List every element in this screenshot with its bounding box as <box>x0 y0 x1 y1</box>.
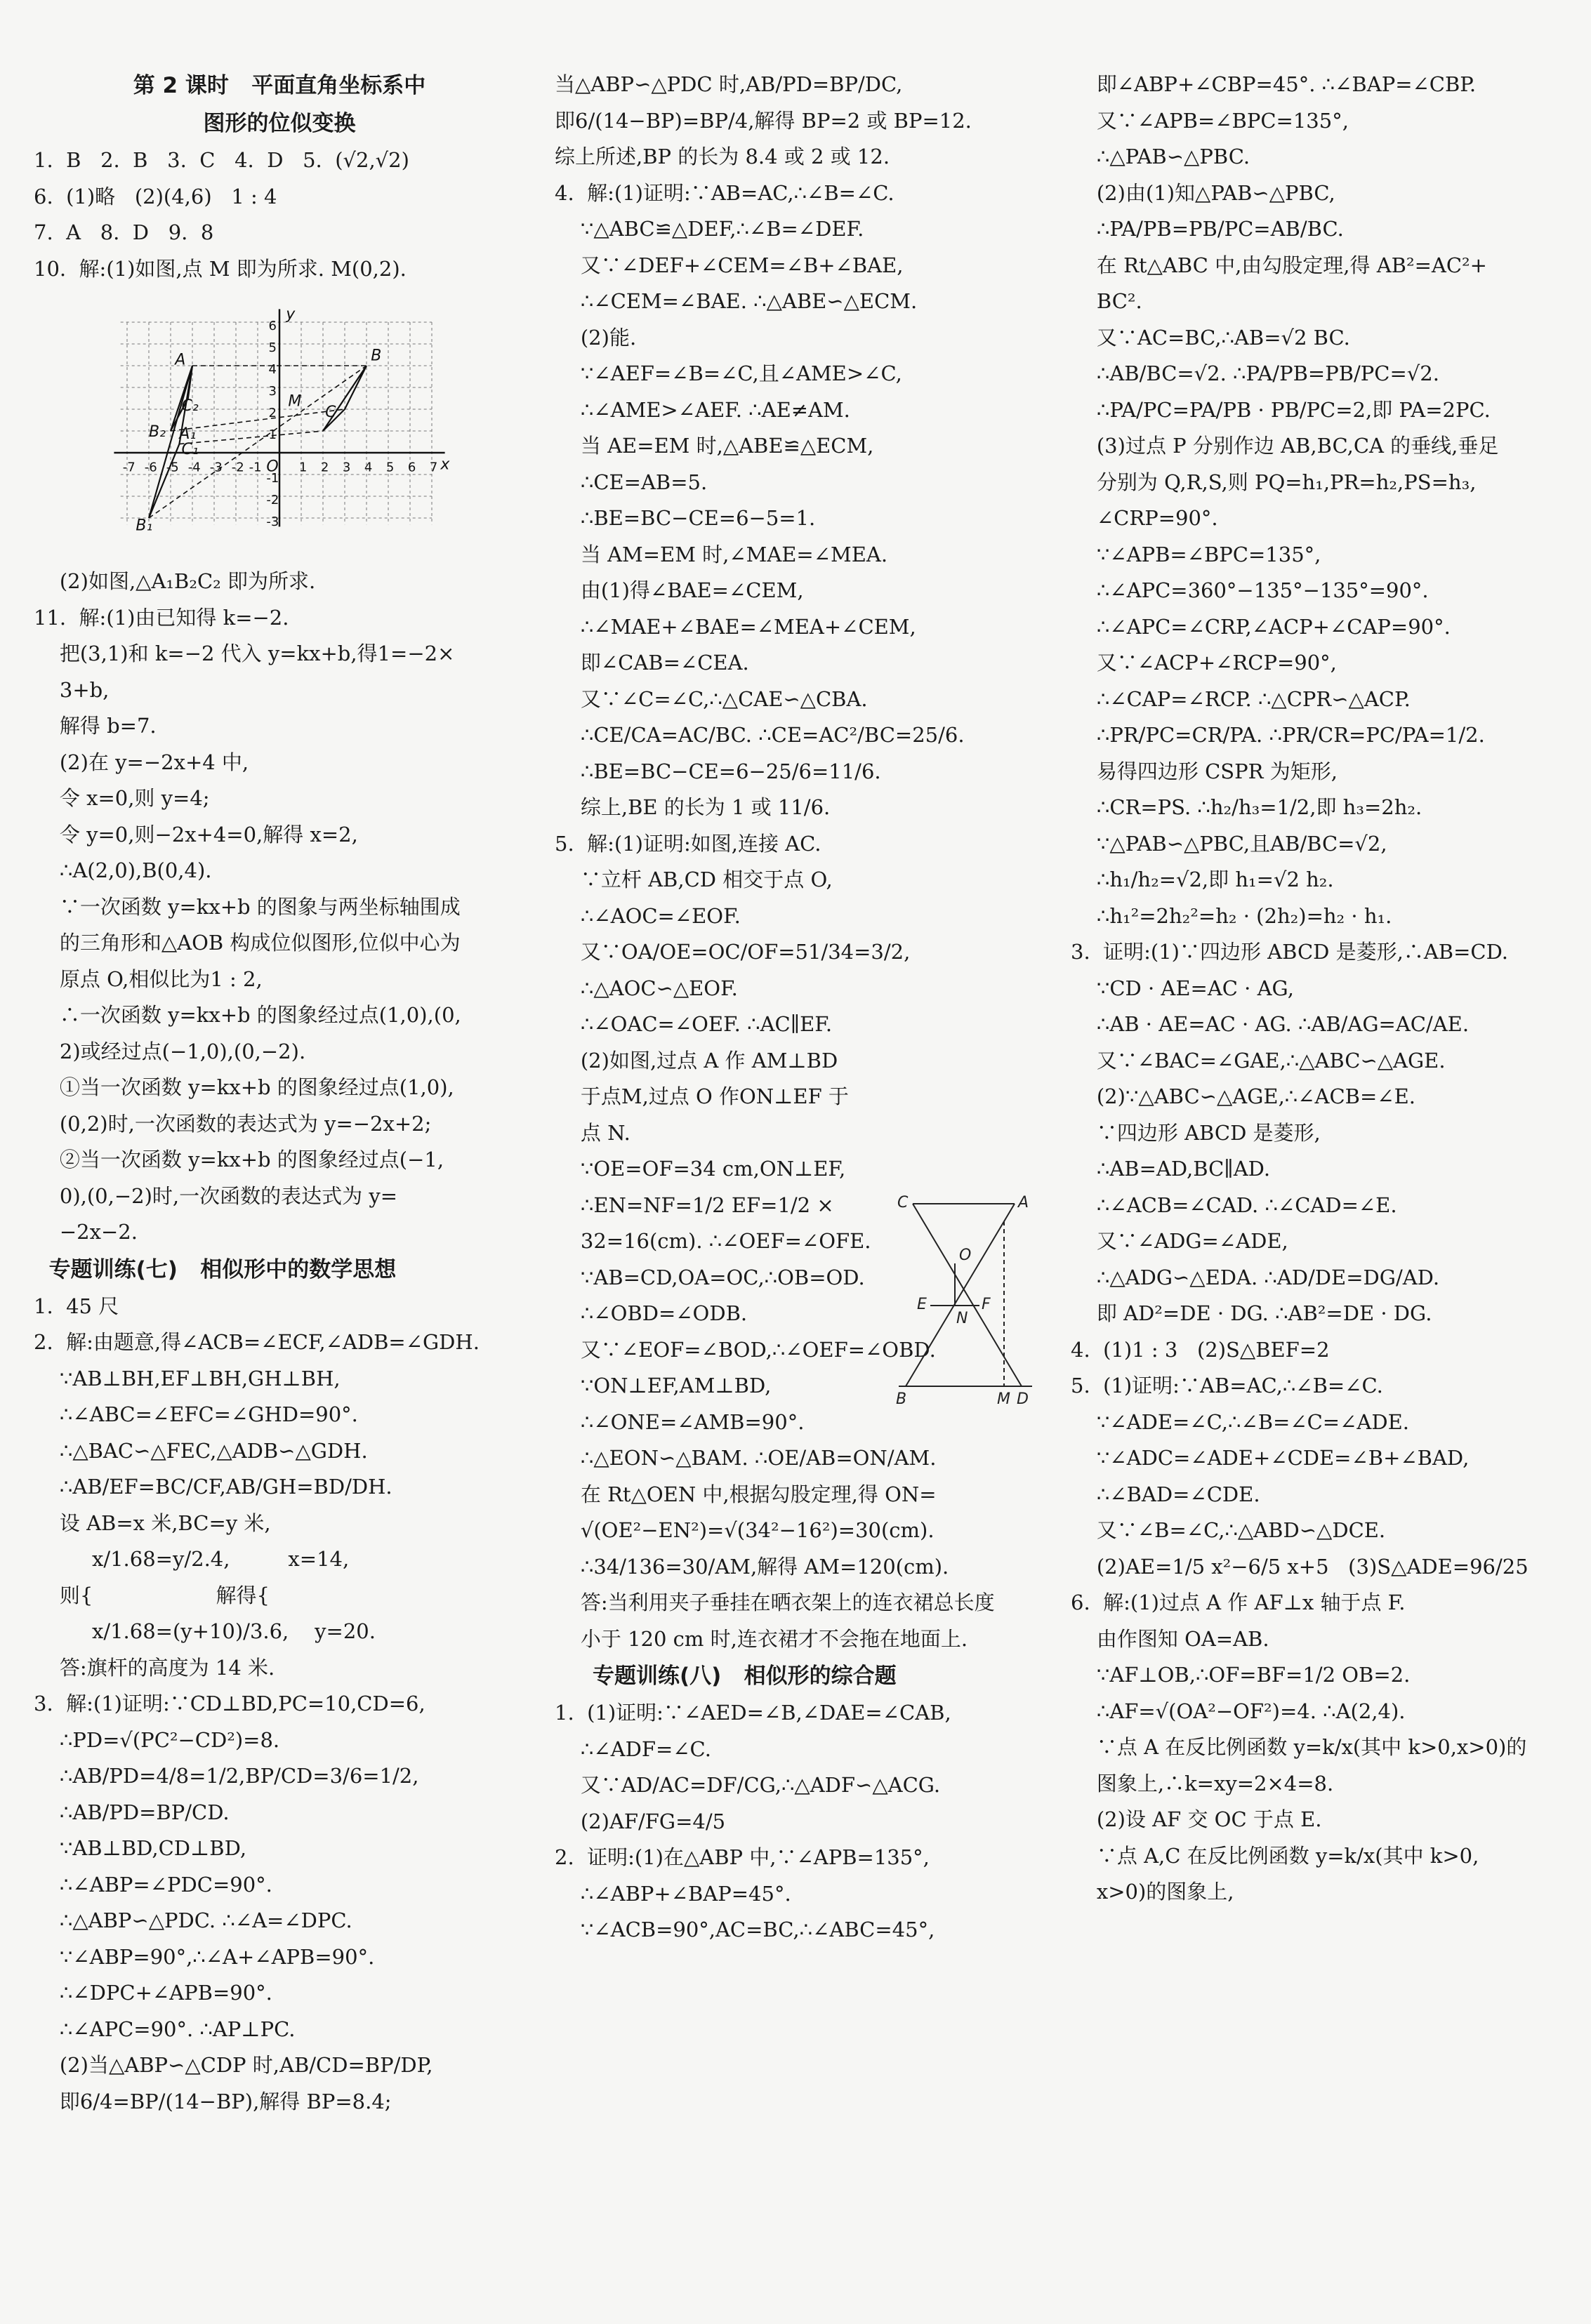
answer-line: ∵点 A,C 在反比例函数 y=k/x(其中 k>0, <box>1071 1843 1479 1868</box>
section-heading: 第 2 课时 平面直角坐标系中 <box>133 73 426 98</box>
answer-line: 的三角形和△AOB 构成位似图形,位似中心为 <box>34 931 461 955</box>
grid-label: 5 <box>385 460 395 475</box>
answer-line: 1. 45 尺 <box>34 1294 119 1318</box>
figure-point-label: N <box>956 1310 968 1327</box>
answer-line: ∴AB/BC=√2. ∴PA/PB=PB/PC=√2. <box>1071 361 1439 385</box>
answer-line: 又∵∠B=∠C,∴△ABD∽△DCE. <box>1071 1518 1386 1542</box>
answer-line: x>0)的图象上, <box>1071 1880 1234 1904</box>
answer-line: 点 N. <box>555 1120 631 1145</box>
answer-line: 即 AD²=DE · DG. ∴AB²=DE · DG. <box>1071 1301 1432 1325</box>
answer-line: ∴∠ADF=∠C. <box>555 1737 711 1761</box>
answer-line: 综上,BE 的长为 1 或 11/6. <box>555 795 831 819</box>
answer-line: 又∵∠ADG=∠ADE, <box>1071 1229 1288 1253</box>
answer-line: (0,2)时,一次函数的表达式为 y=−2x+2; <box>34 1111 432 1136</box>
grid-label: 5 <box>268 340 277 356</box>
answer-line: ∵AB⊥BH,EF⊥BH,GH⊥BH, <box>34 1366 341 1390</box>
grid-label: 4 <box>364 460 373 475</box>
answer-line: 即6/(14−BP)=BP/4,解得 BP=2 或 BP=12. <box>555 108 972 133</box>
answer-line: 又∵∠BAC=∠GAE,∴△ABC∽△AGE. <box>1071 1048 1446 1073</box>
answer-line: 当 AE=EM 时,△ABE≌△ECM, <box>555 434 874 458</box>
answer-line: ∴AB/EF=BC/CF,AB/GH=BD/DH. <box>34 1475 392 1499</box>
answer-line: ∵AB=CD,OA=OC,∴OB=OD. <box>555 1265 865 1289</box>
answer-line: ∴BE=BC−CE=6−5=1. <box>555 506 816 530</box>
answer-line: ∴∠OAC=∠OEF. ∴AC∥EF. <box>555 1012 833 1036</box>
answer-line: BC². <box>1071 289 1142 313</box>
answer-column-2 <box>555 67 1060 1948</box>
answer-line: ∴△ADG∽△EDA. ∴AD/DE=DG/AD. <box>1071 1265 1440 1289</box>
answer-line: x/1.68=y/2.4, x=14, <box>34 1547 350 1571</box>
answer-line: ∵CD · AE=AC · AG, <box>1071 976 1294 1000</box>
answer-line: ∴∠MAE+∠BAE=∠MEA+∠CEM, <box>555 614 916 639</box>
answer-line: 10. 解:(1)如图,点 M 即为所求. M(0,2). <box>34 256 407 281</box>
answer-line: ∵△PAB∽△PBC,且AB/BC=√2, <box>1071 831 1387 856</box>
figure-point-label: O <box>959 1247 972 1264</box>
grid-label: -3 <box>266 514 279 530</box>
answer-line: ∴∠CEM=∠BAE. ∴△ABE∽△ECM. <box>555 289 918 313</box>
grid-label: -2 <box>266 493 279 508</box>
answer-line: ∴∠APC=360°−135°−135°=90°. <box>1071 578 1429 602</box>
answer-line: 由(1)得∠BAE=∠CEM, <box>555 578 804 602</box>
section-heading: 专题训练(八) 相似形的综合题 <box>555 1664 897 1689</box>
answer-line: ∴34/136=30/AM,解得 AM=120(cm). <box>555 1554 949 1579</box>
answer-line: ∴PA/PB=PB/PC=AB/BC. <box>1071 217 1344 241</box>
answer-line: 4. 解:(1)证明:∵AB=AC,∴∠B=∠C. <box>555 180 894 205</box>
answer-line: 0),(0,−2)时,一次函数的表达式为 y= <box>34 1183 398 1208</box>
answer-line: 小于 120 cm 时,连衣裙才不会拖在地面上. <box>555 1626 968 1651</box>
answer-line: 分别为 Q,R,S,则 PQ=h₁,PR=h₂,PS=h₃, <box>1071 470 1477 494</box>
answer-line: ∴AB/PD=4/8=1/2,BP/CD=3/6=1/2, <box>34 1764 419 1788</box>
answer-line: ∴∠ONE=∠AMB=90°. <box>555 1409 805 1434</box>
answer-line: ∴∠ABP+∠BAP=45°. <box>555 1881 791 1906</box>
answer-line: 又∵AD/AC=DF/CG,∴△ADF∽△ACG. <box>555 1773 941 1797</box>
answer-line: 综上所述,BP 的长为 8.4 或 2 或 12. <box>555 145 890 168</box>
grid-label: -1 <box>266 471 279 486</box>
answer-line: (3)过点 P 分别作边 AB,BC,CA 的垂线,垂足 <box>1071 434 1499 458</box>
answer-line: ∴△EON∽△BAM. ∴OE/AB=ON/AM. <box>555 1446 937 1470</box>
answer-line: (2)AF/FG=4/5 <box>555 1809 726 1833</box>
answer-line: ∴AB=AD,BC∥AD. <box>1071 1157 1271 1181</box>
answer-line: 把(3,1)和 k=−2 代入 y=kx+b,得1=−2× <box>34 642 455 665</box>
grid-label: C₁ <box>181 440 199 458</box>
answer-line: 答:当利用夹子垂挂在晒衣架上的连衣裙总长度 <box>555 1591 995 1614</box>
grid-label: x <box>440 456 450 474</box>
grid-label: 4 <box>268 362 277 378</box>
answer-line: 又∵OA/OE=OC/OF=51/34=3/2, <box>555 940 911 964</box>
answer-line: 7. A 8. D 9. 8 <box>34 220 214 244</box>
answer-line: ∵∠ADE=∠C,∴∠B=∠C=∠ADE. <box>1071 1409 1409 1434</box>
grid-label: O <box>266 458 279 476</box>
grid-label: B₁ <box>136 517 153 535</box>
answer-line: 又∵∠APB=∠BPC=135°, <box>1071 108 1349 133</box>
section-heading: 图形的位似变换 <box>203 111 356 136</box>
answer-line: (2)AE=1/5 x²−6/5 x+5 (3)S△ADE=96/25 <box>1071 1554 1529 1579</box>
grid-label: 2 <box>320 460 329 475</box>
answer-line: ∴一次函数 y=kx+b 的图象经过点(1,0),(0, <box>34 1003 461 1027</box>
grid-label: B <box>371 347 382 365</box>
answer-line: 原点 O,相似比为1 : 2, <box>34 967 263 991</box>
grid-label: B₂ <box>149 423 166 441</box>
answer-line: (2)∵△ABC∽△AGE,∴∠ACB=∠E. <box>1071 1084 1415 1108</box>
answer-line: 于点M,过点 O 作ON⊥EF 于 <box>555 1084 849 1108</box>
answer-line: 图象上,∴k=xy=2×4=8. <box>1071 1771 1334 1795</box>
answer-line: ∵AF⊥OB,∴OF=BF=1/2 OB=2. <box>1071 1663 1411 1687</box>
answer-line: ∴∠APC=90°. ∴AP⊥PC. <box>34 2017 296 2041</box>
answer-line: 3. 证明:(1)∵四边形 ABCD 是菱形,∴AB=CD. <box>1071 940 1509 964</box>
answer-line: 当△ABP∽△PDC 时,AB/PD=BP/DC, <box>555 72 903 96</box>
answer-line: ∴∠AOC=∠EOF. <box>555 903 741 928</box>
grid-label: M <box>288 392 302 411</box>
answer-line: 又∵∠ACP+∠RCP=90°, <box>1071 651 1337 675</box>
grid-label: y <box>286 305 296 324</box>
grid-label: C <box>325 404 336 422</box>
answer-line: √(OE²−EN²)=√(34²−16²)=30(cm). <box>555 1518 935 1542</box>
answer-line: 5. 解:(1)证明:如图,连接 AC. <box>555 831 821 856</box>
answer-line: ∵∠AEF=∠B=∠C,且∠AME>∠C, <box>555 361 902 385</box>
answer-line: ∵一次函数 y=kx+b 的图象与两坐标轴围成 <box>34 894 461 919</box>
figure-point-label: E <box>917 1296 927 1313</box>
answer-line: 又∵∠C=∠C,∴△CAE∽△CBA. <box>555 686 868 711</box>
answer-line: ∴∠AME>∠AEF. ∴AE≠AM. <box>555 397 850 422</box>
answer-line: ∴h₁²=2h₂²=h₂ · (2h₂)=h₂ · h₁. <box>1071 903 1392 928</box>
answer-line: ∴∠BAD=∠CDE. <box>1071 1482 1260 1506</box>
answer-line: x/1.68=(y+10)/3.6, y=20. <box>34 1619 376 1643</box>
answer-column-1 <box>34 67 525 2120</box>
answer-line: ∵∠APB=∠BPC=135°, <box>1071 542 1321 566</box>
answer-line: ∵ON⊥EF,AM⊥BD, <box>555 1374 772 1397</box>
answer-line: 令 y=0,则−2x+4=0,解得 x=2, <box>34 822 358 846</box>
figure-point-label: D <box>1017 1390 1029 1404</box>
answer-line: 在 Rt△ABC 中,由勾股定理,得 AB²=AC²+ <box>1071 253 1487 277</box>
answer-line: ∴h₁/h₂=√2,即 h₁=√2 h₂. <box>1071 868 1334 891</box>
answer-line: 易得四边形 CSPR 为矩形, <box>1071 759 1338 783</box>
figure-point-label: F <box>982 1296 991 1313</box>
answer-line: ∴BE=BC−CE=6−25/6=11/6. <box>555 759 881 783</box>
grid-label: -1 <box>249 460 262 475</box>
grid-label: -5 <box>166 460 179 475</box>
answer-line: ∴CE/CA=AC/BC. ∴CE=AC²/BC=25/6. <box>555 723 965 747</box>
answer-line: 又∵AC=BC,∴AB=√2 BC. <box>1071 325 1350 350</box>
answer-line: 即∠CAB=∠CEA. <box>555 651 749 675</box>
grid-label: -3 <box>209 460 223 475</box>
answer-line: 2)或经过点(−1,0),(0,−2). <box>34 1039 306 1063</box>
coordinate-grid-figure <box>111 291 462 558</box>
answer-line: 由作图知 OA=AB. <box>1071 1626 1269 1651</box>
answer-line: ∴EN=NF=1/2 EF=1/2 × <box>555 1193 834 1217</box>
answer-line: 11. 解:(1)由已知得 k=−2. <box>34 605 289 630</box>
answer-line: 1. (1)证明:∵∠AED=∠B,∠DAE=∠CAB, <box>555 1701 951 1725</box>
answer-line: ∴CR=PS. ∴h₂/h₃=1/2,即 h₃=2h₂. <box>1071 795 1422 819</box>
answer-line: ∴△PAB∽△PBC. <box>1071 145 1250 168</box>
answer-line: 解得 b=7. <box>34 714 157 738</box>
clothes-rack-figure <box>892 1193 1039 1404</box>
answer-line: ∴AB · AE=AC · AG. ∴AB/AG=AC/AE. <box>1071 1012 1470 1036</box>
answer-line: 4. (1)1 : 3 (2)S△BEF=2 <box>1071 1337 1330 1362</box>
answer-line: ∵∠ADC=∠ADE+∠CDE=∠B+∠BAD, <box>1071 1446 1470 1470</box>
answer-line: 6. (1)略 (2)(4,6) 1 : 4 <box>34 184 277 208</box>
grid-label: 1 <box>268 427 277 443</box>
grid-label: C₂ <box>181 397 199 415</box>
answer-line: ∴AF=√(OA²−OF²)=4. ∴A(2,4). <box>1071 1699 1406 1723</box>
answer-line: 答:旗杆的高度为 14 米. <box>34 1655 275 1680</box>
grid-label: A₁ <box>179 425 197 444</box>
answer-line: 又∵∠EOF=∠BOD,∴∠OEF=∠OBD. <box>555 1337 936 1362</box>
answer-line: ∴PD=√(PC²−CD²)=8. <box>34 1727 280 1752</box>
answer-line: ∴∠OBD=∠ODB. <box>555 1301 748 1325</box>
figure-point-label: B <box>896 1390 907 1404</box>
answer-line: 6. 解:(1)过点 A 作 AF⊥x 轴于点 F. <box>1071 1591 1406 1614</box>
answer-column-3 <box>1071 67 1576 1911</box>
answer-line: 设 AB=x 米,BC=y 米, <box>34 1510 271 1535</box>
figure-point-label: C <box>897 1194 909 1211</box>
answer-line: ∴△ABP∽△PDC. ∴∠A=∠DPC. <box>34 1908 352 1932</box>
answer-line: ∵∠ACB=90°,AC=BC,∴∠ABC=45°, <box>555 1918 935 1941</box>
answer-line: 3. 解:(1)证明:∵CD⊥BD,PC=10,CD=6, <box>34 1692 425 1715</box>
answer-line: (2)由(1)知△PAB∽△PBC, <box>1071 180 1335 205</box>
answer-line: ∵四边形 ABCD 是菱形, <box>1071 1120 1321 1145</box>
grid-label: 2 <box>268 406 277 421</box>
answer-line: ∴∠DPC+∠APB=90°. <box>34 1981 272 2005</box>
answer-line: ∵AB⊥BD,CD⊥BD, <box>34 1836 247 1860</box>
answer-line: ∵∠ABP=90°,∴∠A+∠APB=90°. <box>34 1944 375 1969</box>
answer-line: 2. 证明:(1)在△ABP 中,∵∠APB=135°, <box>555 1845 930 1869</box>
answer-line: 即6/4=BP/(14−BP),解得 BP=8.4; <box>34 2089 392 2113</box>
figure-point-label: M <box>997 1390 1010 1404</box>
answer-line: ∴AB/PD=BP/CD. <box>34 1800 230 1824</box>
grid-label: A <box>175 351 186 369</box>
answer-line: 1. B 2. B 3. C 4. D 5. (√2,√2) <box>34 148 409 172</box>
answer-line: ∠CRP=90°. <box>1071 506 1218 530</box>
answer-line: ②当一次函数 y=kx+b 的图象经过点(−1, <box>34 1148 444 1171</box>
grid-label: 6 <box>407 460 416 475</box>
answer-line: ∴∠APC=∠CRP,∠ACP+∠CAP=90°. <box>1071 614 1451 639</box>
answer-line: 5. (1)证明:∵AB=AC,∴∠B=∠C. <box>1071 1374 1383 1397</box>
answer-line: 令 x=0,则 y=4; <box>34 786 210 810</box>
answer-line: 在 Rt△OEN 中,根据勾股定理,得 ON= <box>555 1482 937 1506</box>
answer-line: ∴△BAC∽△FEC,△ADB∽△GDH. <box>34 1438 368 1463</box>
answer-line: ∴PR/PC=CR/PA. ∴PR/CR=PC/PA=1/2. <box>1071 723 1485 747</box>
grid-label: -4 <box>187 460 201 475</box>
answer-line: ∵△ABC≌△DEF,∴∠B=∠DEF. <box>555 217 864 241</box>
answer-line: (2)设 AF 交 OC 于点 E. <box>1071 1807 1322 1831</box>
answer-line: ∴∠ACB=∠CAD. ∴∠CAD=∠E. <box>1071 1193 1397 1217</box>
grid-label: 7 <box>429 460 438 475</box>
answer-line: ∵点 A 在反比例函数 y=k/x(其中 k>0,x>0)的 <box>1071 1735 1527 1759</box>
figure-point-label: A <box>1018 1194 1029 1211</box>
answer-line: (2)当△ABP∽△CDP 时,AB/CD=BP/DP, <box>34 2053 433 2077</box>
answer-line: ∴CE=AB=5. <box>555 470 708 494</box>
answer-line: (2)如图,△A₁B₂C₂ 即为所求. <box>34 569 316 593</box>
grid-label: -2 <box>231 460 244 475</box>
answer-line: −2x−2. <box>34 1220 138 1244</box>
answer-line: (2)在 y=−2x+4 中, <box>34 750 249 774</box>
answer-line: ∴∠CAP=∠RCP. ∴△CPR∽△ACP. <box>1071 686 1411 711</box>
answer-line: ∴A(2,0),B(0,4). <box>34 858 212 882</box>
answer-line: (2)能. <box>555 325 637 350</box>
grid-label: -7 <box>122 460 136 475</box>
answer-line: 当 AM=EM 时,∠MAE=∠MEA. <box>555 542 888 566</box>
answer-line: 又∵∠DEF+∠CEM=∠B+∠BAE, <box>555 253 904 277</box>
grid-label: -6 <box>144 460 157 475</box>
answer-line: 即∠ABP+∠CBP=45°. ∴∠BAP=∠CBP. <box>1071 72 1477 96</box>
grid-label: 3 <box>268 384 277 399</box>
answer-line: 则{ 解得{ <box>34 1583 270 1607</box>
answer-line: (2)如图,过点 A 作 AM⊥BD <box>555 1048 838 1073</box>
answer-line: 3+b, <box>34 677 110 702</box>
answer-line: ∴PA/PC=PA/PB · PB/PC=2,即 PA=2PC. <box>1071 397 1491 422</box>
grid-label: 6 <box>268 319 277 334</box>
answer-line: ∵OE=OF=34 cm,ON⊥EF, <box>555 1157 846 1181</box>
answer-line: 32=16(cm). ∴∠OEF=∠OFE. <box>555 1229 871 1253</box>
answer-line: ∴∠ABP=∠PDC=90°. <box>34 1872 272 1897</box>
answer-line: ∵立杆 AB,CD 相交于点 O, <box>555 868 833 891</box>
answer-line: ①当一次函数 y=kx+b 的图象经过点(1,0), <box>34 1075 454 1099</box>
section-heading: 专题训练(七) 相似形中的数学思想 <box>34 1256 397 1282</box>
answer-line: ∴∠ABC=∠EFC=∠GHD=90°. <box>34 1402 358 1426</box>
answer-line: ∴△AOC∽△EOF. <box>555 976 738 1000</box>
answer-line: 2. 解:由题意,得∠ACB=∠ECF,∠ADB=∠GDH. <box>34 1330 480 1354</box>
grid-label: 3 <box>342 460 351 475</box>
grid-label: 1 <box>298 460 308 475</box>
